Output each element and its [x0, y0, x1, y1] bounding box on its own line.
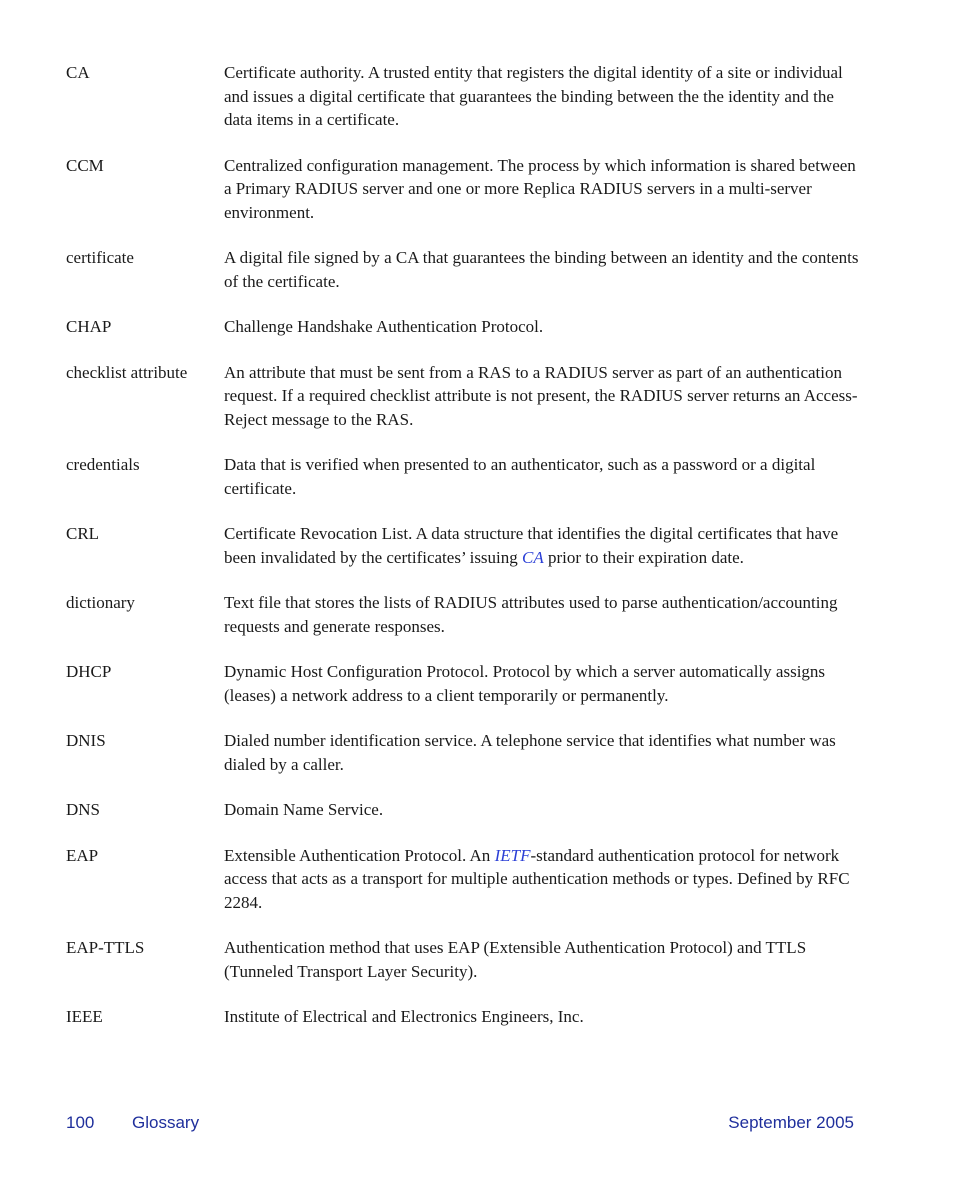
glossary-term: DNIS [66, 731, 106, 750]
glossary-term: DHCP [66, 662, 112, 681]
glossary-term: CRL [66, 524, 100, 543]
section-title: Glossary [132, 1113, 200, 1132]
glossary-definition: Authentication method that uses EAP (Extensible Authentication Protocol) and TTLS (Tunneled Transport Layer Security). [224, 938, 807, 981]
glossary-entry-dnis [66, 729, 866, 776]
glossary-entry-crl [66, 522, 866, 569]
glossary-definition: Dialed number identification service. A telephone service that identifies what number was dialed by a caller. [224, 731, 836, 774]
page-footer [66, 1113, 854, 1133]
glossary-term: credentials [66, 455, 140, 474]
glossary-list [66, 61, 866, 1051]
glossary-definition [224, 844, 866, 915]
glossary-definition: A digital file signed by a CA that guarantees the binding between an identity and the contents of the certificate. [224, 248, 859, 291]
glossary-term: dictionary [66, 593, 135, 612]
glossary-entry-eap [66, 844, 866, 915]
definition-text: prior to their expiration date. [543, 547, 744, 567]
glossary-definition [224, 522, 866, 569]
glossary-entry-chap [66, 315, 866, 339]
glossary-definition: Certificate authority. A trusted entity that registers the digital identity of a site or individual and issues a digital certificate that guarantees the binding between the the identity and the data items in a certificate. [224, 63, 843, 129]
glossary-definition: Data that is verified when presented to an authenticator, such as a password or a digital certificate. [224, 455, 816, 498]
glossary-entry-ieee [66, 1005, 866, 1029]
glossary-definition: Institute of Electrical and Electronics Engineers, Inc. [224, 1007, 584, 1026]
publication-date: September 2005 [728, 1113, 854, 1132]
glossary-term: EAP-TTLS [66, 938, 145, 957]
glossary-term: checklist attribute [66, 362, 188, 382]
glossary-definition: Domain Name Service. [224, 800, 384, 819]
glossary-definition: Dynamic Host Configuration Protocol. Protocol by which a server automatically assigns (leases) a network address to a client temporarily or permanently. [224, 662, 826, 705]
glossary-term: IEEE [66, 1007, 103, 1026]
definition-text: Certificate Revocation List. A data structure that identifies the digital certificates that have been invalidated by the certificates’ issuing [224, 524, 839, 567]
glossary-definition: Centralized configuration management. The process by which information is shared between a Primary RADIUS server and one or more Replica RADIUS servers in a multi-server environment. [224, 155, 856, 222]
glossary-term: CA [66, 63, 90, 82]
page-number: 100 [66, 1113, 95, 1132]
glossary-entry-eap-ttls [66, 936, 866, 983]
glossary-term: EAP [66, 845, 99, 865]
definition-text: -standard authentication protocol for network access that acts as a transport for multiple authentication methods or types. Defined by RFC 2284. [224, 845, 850, 912]
glossary-entry-dictionary [66, 591, 866, 638]
glossary-entry-credentials [66, 453, 866, 500]
glossary-term: CHAP [66, 317, 112, 336]
glossary-entry-checklist-attribute [66, 361, 866, 432]
glossary-term: DNS [66, 800, 101, 819]
glossary-definition: Challenge Handshake Authentication Protocol. [224, 317, 544, 336]
glossary-definition: An attribute that must be sent from a RAS to a RADIUS server as part of an authentication request. If a required checklist attribute is not present, the RADIUS server returns an Access-Reject message to the RAS. [224, 362, 858, 429]
definition-text: Extensible Authentication Protocol. An [224, 845, 495, 865]
glossary-term: CCM [66, 155, 104, 175]
glossary-entry-ccm [66, 154, 866, 225]
glossary-term: certificate [66, 248, 134, 267]
glossary-entry-ca [66, 61, 866, 132]
glossary-entry-certificate [66, 246, 866, 293]
ca-link[interactable]: CA [522, 547, 544, 567]
glossary-entry-dns [66, 798, 866, 822]
glossary-definition: Text file that stores the lists of RADIUS attributes used to parse authentication/accounting requests and generate responses. [224, 593, 838, 636]
glossary-entry-dhcp [66, 660, 866, 707]
ietf-link[interactable]: IETF [494, 845, 531, 865]
